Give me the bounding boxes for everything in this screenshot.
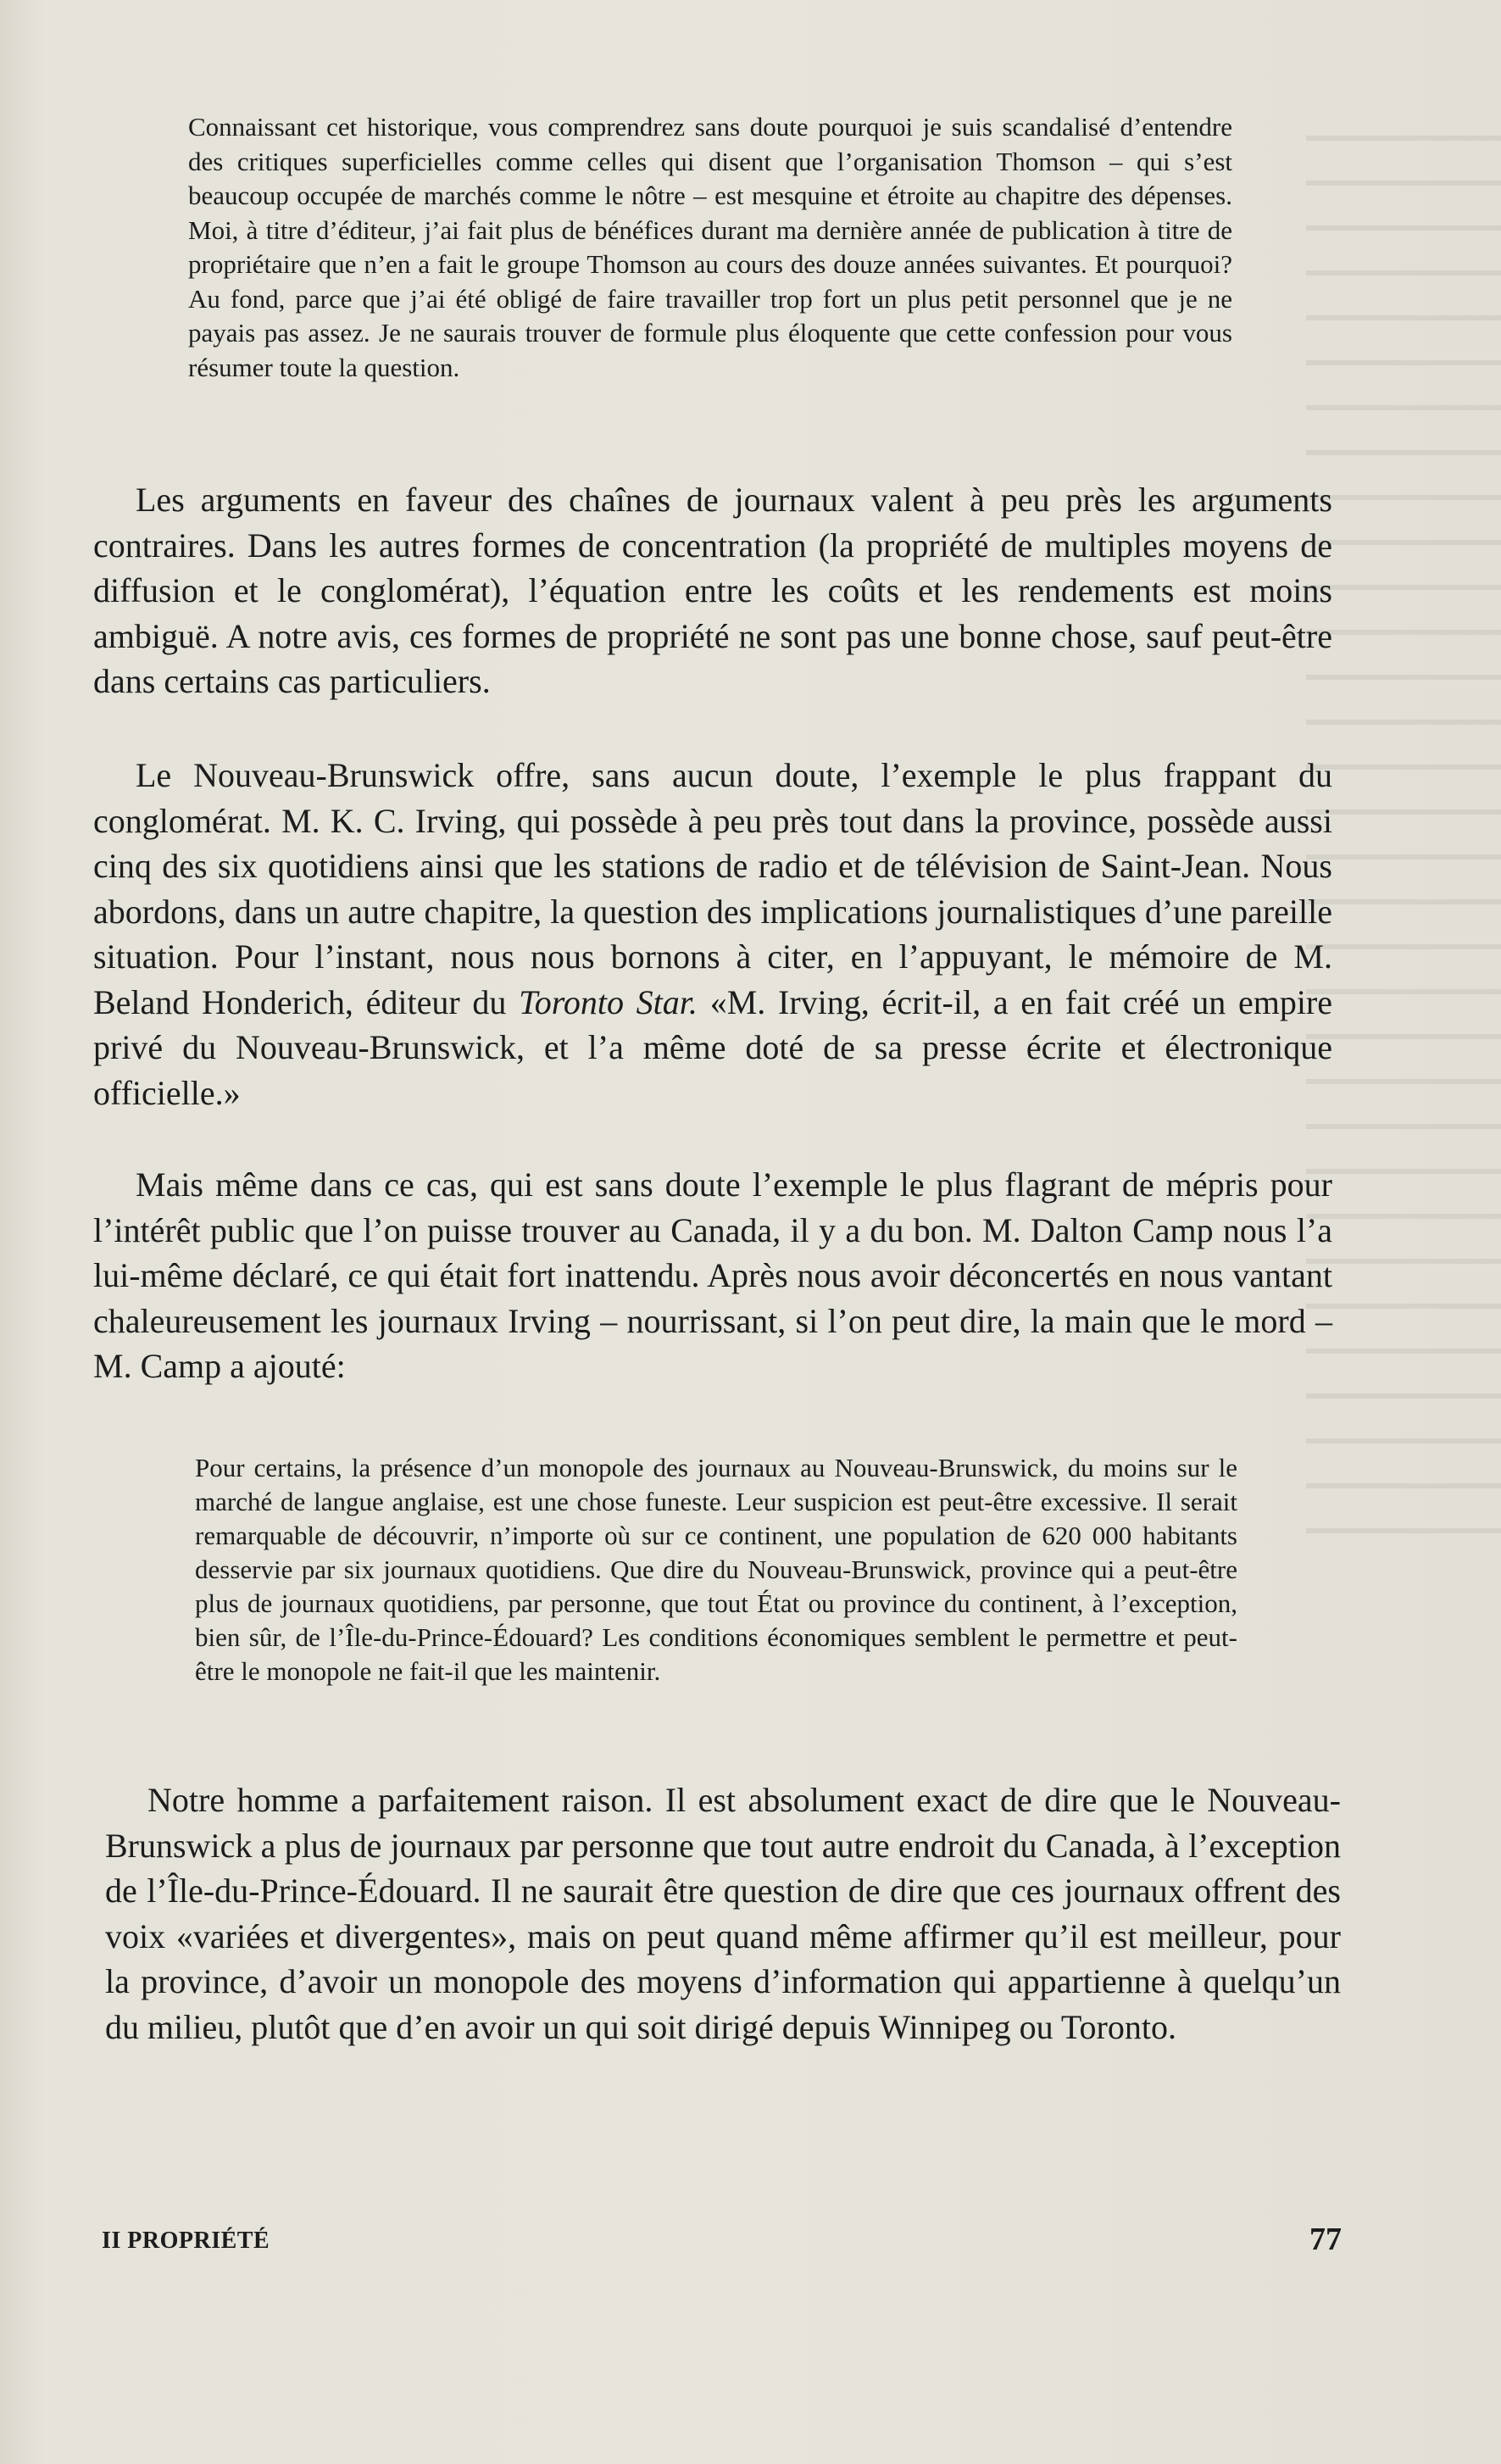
- paragraph-text-part: Le Nouveau-Brunswick offre, sans aucun doute, l’exemple le plus frappant du conglomérat. M. K. C. Irving, qui possède à peu près tout dans la province, possède aussi cinq des six quotidiens ainsi que les stations de radio et de télévision de Saint-Jean. Nous abordons, dans un autre chapitre, la question des implications journalistiques d’une pareille situation. Pour l’instant, nous nous bornons à citer, en l’appuyant, le mémoire de M. Beland Honderich, éditeur du: [93, 756, 1332, 1021]
- paragraph-text: Mais même dans ce cas, qui est sans doute l’exemple le plus flagrant de mépris pour l’intérêt public que l’on puisse trouver au Canada, il y a du bon. M. Dalton Camp nous l’a lui-même déclaré, ce qui était fort inattendu. Après nous avoir déconcertés en nous vantant chaleureusement les journaux Irving – nourrissant, si l’on peut dire, la main que le mord – M. Camp a ajouté:: [93, 1165, 1332, 1385]
- paragraph-text: Notre homme a parfaitement raison. Il est absolument exact de dire que le Nouveau-Brunswick a plus de journaux par personne que tout autre endroit du Canada, à l’exception de l’Île-du-Prince-Édouard. Il ne saurait être question de dire que ces journaux offrent des voix «variées et divergentes», mais on peut quand même affirmer qu’il est meilleur, pour la province, d’avoir un monopole des moyens d’information qui appartienne à quelqu’un du milieu, plutôt que d’en avoir un qui soit dirigé depuis Winnipeg ou Toronto.: [105, 1781, 1341, 2046]
- bleed-through-text: [1306, 102, 1501, 1543]
- running-footer-section: II PROPRIÉTÉ: [102, 2228, 270, 2254]
- quote-text: Connaissant cet historique, vous comprendrez sans doute pourquoi je suis scandalisé d’entendre des critiques superficielles comme celles qui disent que l’organisation Thomson – qui s’est beaucoup occupée de marchés comme le nôtre – est mesquine et étroite au chapitre des dépenses. Moi, à titre d’éditeur, j’ai fait plus de bénéfices durant ma dernière année de publication à titre de propriétaire que n’en a fait le groupe Thomson au cours des douze années suivantes. Et pourquoi? Au fond, parce que j’ai été obligé de faire travailler trop fort un plus petit personnel que je ne payais pas assez. Je ne saurais trouver de formule plus éloquente que cette confession pour vous résumer toute la question.: [188, 112, 1232, 382]
- paragraph-dalton-camp: [93, 1162, 1332, 1389]
- page-number: 77: [1309, 2222, 1342, 2257]
- block-quote-camp: [195, 1451, 1237, 1688]
- quote-text: Pour certains, la présence d’un monopole des journaux au Nouveau-Brunswick, du moins sur le marché de langue anglaise, est une chose funeste. Leur suspicion est peut-être excessive. Il serait remarquable de découvrir, n’importe où sur ce continent, une population de 620 000 habitants desservie par six journaux quotidiens. Que dire du Nouveau-Brunswick, province qui a peut-être plus de journaux quotidiens, par personne, que tout État ou province du continent, à l’exception, bien sûr, de l’Île-du-Prince-Édouard? Les conditions économiques semblent le permettre et peut-être le monopole ne fait-il que les maintenir.: [195, 1453, 1237, 1686]
- paragraph-new-brunswick: [93, 753, 1332, 1115]
- paragraph-text-part: «M. Irving, écrit-il, a en fait créé un empire privé du Nouveau-Brunswick, et l’a même doté de sa presse écrite et électronique officielle.»: [93, 982, 1333, 1112]
- paragraph-text: Les arguments en faveur des chaînes de journaux valent à peu près les arguments contraires. Dans les autres formes de concentration (la propriété de multiples moyens de diffusion et le conglomérat), l’équation entre les coûts et les rendements est moins ambiguë. A notre avis, ces formes de propriété ne sont pas une bonne chose, sauf peut-être dans certains cas particuliers.: [93, 481, 1332, 700]
- paragraph-conclusion: [105, 1777, 1341, 2050]
- newspaper-title: Toronto Star.: [519, 982, 698, 1021]
- block-quote-thomson: [188, 110, 1232, 385]
- paragraph-text: [93, 753, 1332, 1115]
- paragraph-chain-arguments: [93, 477, 1332, 704]
